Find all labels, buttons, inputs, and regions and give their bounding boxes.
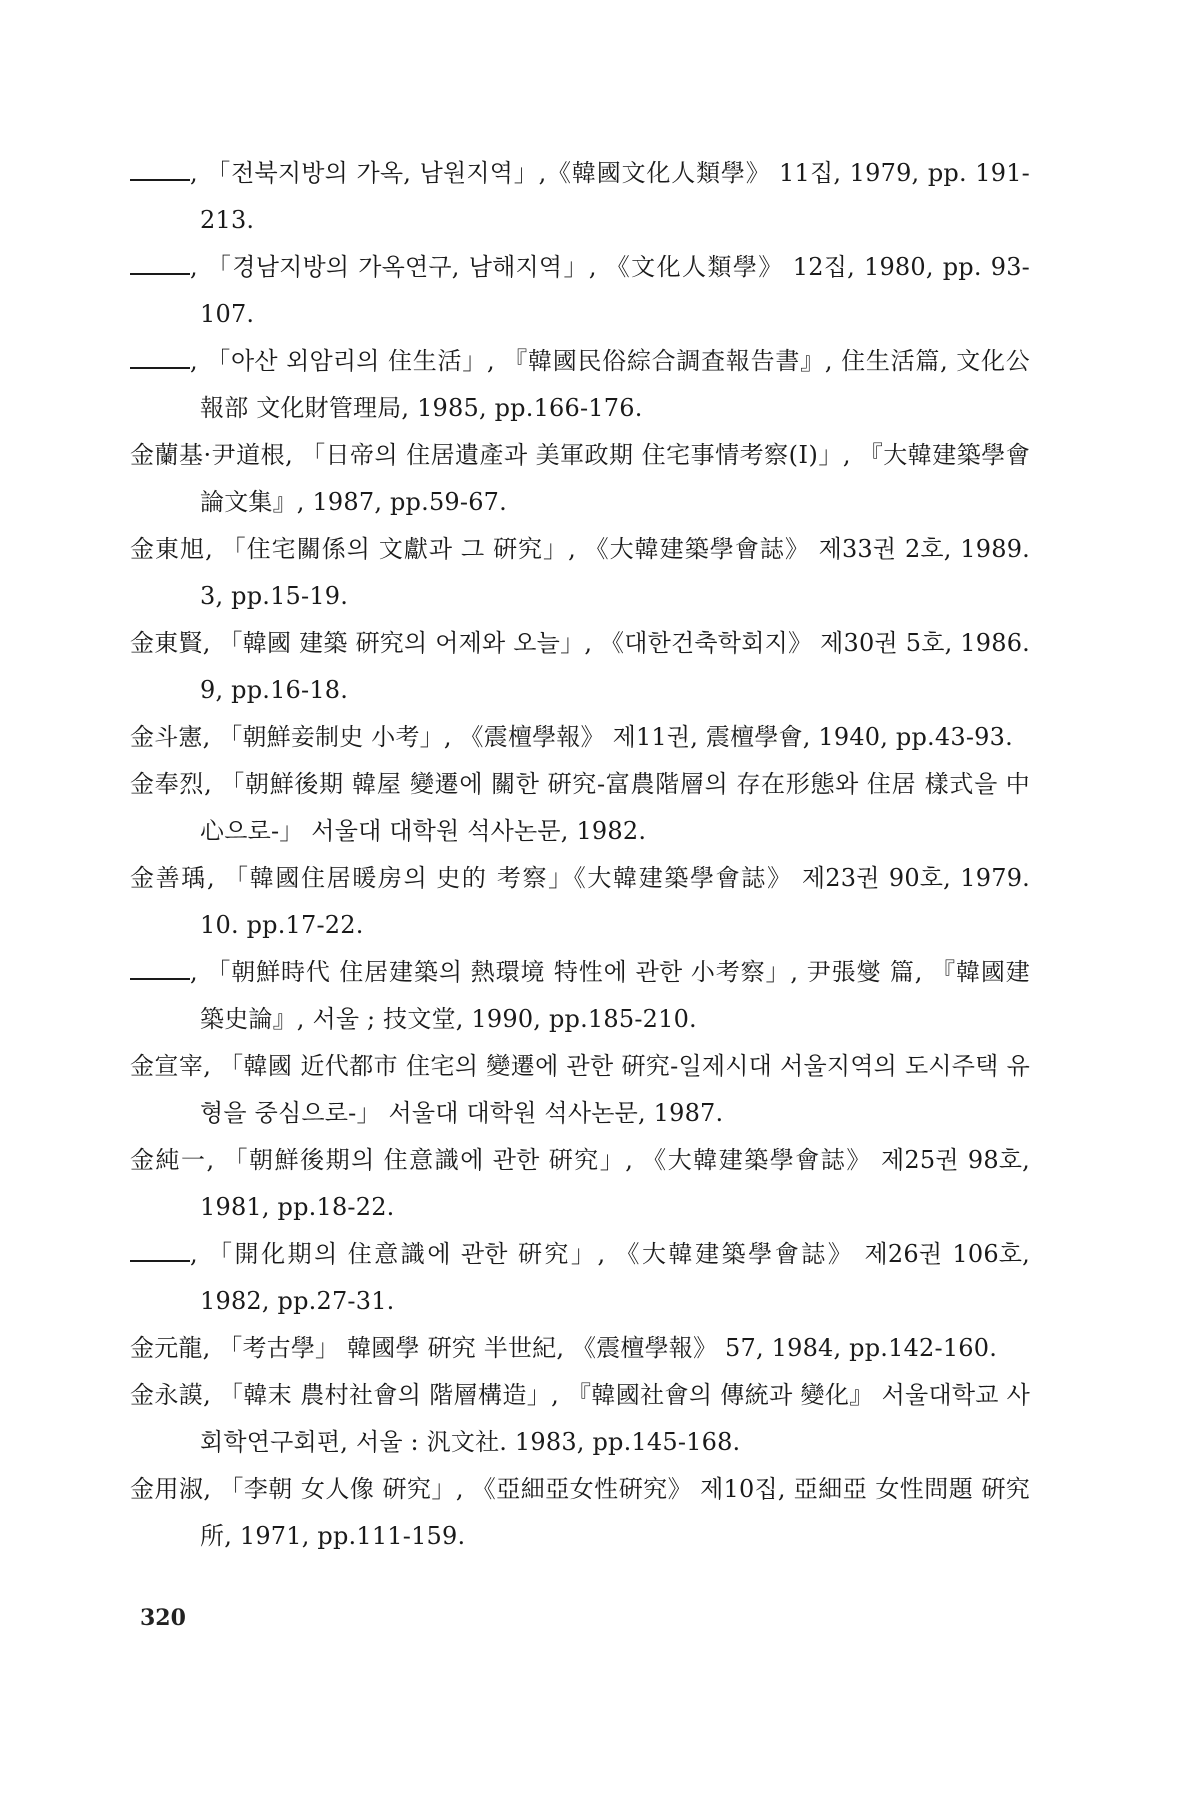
repeat-author-rule: [130, 255, 190, 275]
entry-text: 金宣宰, 「韓國 近代都市 住宅의 變遷에 관한 硏究-일제시대 서울지역의 도시주택 유형을 중심으로-」 서울대 대학원 석사논문, 1987.: [130, 1052, 1030, 1127]
bibliography-entry: [130, 150, 1030, 244]
bibliography-entry: [130, 244, 1030, 338]
bibliography-entry: [130, 526, 1030, 620]
entry-text: , 「朝鮮時代 住居建築의 熱環境 特性에 관한 小考察」, 尹張燮 篇, 『韓國建築史論』, 서울 ; 技文堂, 1990, pp.185-210.: [190, 958, 1030, 1033]
entry-text: 金奉烈, 「朝鮮後期 韓屋 變遷에 關한 硏究-富農階層의 存在形態와 住居 樣式을 中心으로-」 서울대 대학원 석사논문, 1982.: [130, 770, 1030, 845]
bibliography-entry: [130, 620, 1030, 714]
bibliography-entry: [130, 1043, 1030, 1137]
entry-text: 金永謨, 「韓末 農村社會의 階層構造」, 『韓國社會의 傳統과 變化』 서울대학교 사회학연구회편, 서울 : 汎文社. 1983, pp.145-168.: [130, 1381, 1030, 1456]
entry-text: , 「전북지방의 가옥, 남원지역」,《韓國文化人類學》 11집, 1979, pp. 191-213.: [190, 159, 1030, 234]
entry-text: 金斗憲, 「朝鮮妾制史 小考」, 《震檀學報》 제11권, 震檀學會, 1940, pp.43-93.: [130, 723, 1013, 751]
repeat-author-rule: [130, 349, 190, 369]
page-number: 320: [140, 1605, 186, 1631]
repeat-author-rule: [130, 161, 190, 181]
entry-text: 金東賢, 「韓國 建築 硏究의 어제와 오늘」, 《대한건축학회지》 제30권 5호, 1986. 9, pp.16-18.: [130, 629, 1030, 704]
bibliography-entry: [130, 1372, 1030, 1466]
repeat-author-rule: [130, 960, 190, 980]
entry-text: , 「경남지방의 가옥연구, 남해지역」, 《文化人類學》 12집, 1980, pp. 93-107.: [190, 253, 1030, 328]
bibliography-entry: [130, 1466, 1030, 1560]
entry-text: 金蘭基·尹道根, 「日帝의 住居遺產과 美軍政期 住宅事情考察(Ⅰ)」, 『大韓建築學會論文集』, 1987, pp.59-67.: [130, 441, 1030, 516]
bibliography-entry: [130, 338, 1030, 432]
entry-text: 金善瑀, 「韓國住居暖房의 史的 考察」《大韓建築學會誌》 제23권 90호, 1979. 10. pp.17-22.: [130, 864, 1030, 939]
entry-text: 金東旭, 「住宅關係의 文獻과 그 硏究」, 《大韓建築學會誌》 제33권 2호, 1989. 3, pp.15-19.: [130, 535, 1030, 610]
entry-text: 金純一, 「朝鮮後期의 住意識에 관한 硏究」, 《大韓建築學會誌》 제25권 98호, 1981, pp.18-22.: [130, 1146, 1030, 1221]
bibliography-entry: [130, 1137, 1030, 1231]
bibliography-entry: [130, 1231, 1030, 1325]
entry-text: , 「아산 외암리의 住生活」, 『韓國民俗綜合調査報告書』, 住生活篇, 文化公報部 文化財管理局, 1985, pp.166-176.: [190, 347, 1030, 422]
repeat-author-rule: [130, 1242, 190, 1262]
bibliography-entry: [130, 714, 1030, 761]
bibliography-entry: [130, 949, 1030, 1043]
entry-text: 金用淑, 「李朝 女人像 硏究」, 《亞細亞女性硏究》 제10집, 亞細亞 女性問題 硏究所, 1971, pp.111-159.: [130, 1475, 1030, 1550]
bibliography-entry: [130, 1325, 1030, 1372]
entry-text: 金元龍, 「考古學」 韓國學 硏究 半世紀, 《震檀學報》 57, 1984, pp.142-160.: [130, 1334, 998, 1362]
bibliography-list: [130, 150, 1030, 1560]
bibliography-entry: [130, 432, 1030, 526]
entry-text: , 「開化期의 住意識에 관한 硏究」, 《大韓建築學會誌》 제26권 106호, 1982, pp.27-31.: [190, 1240, 1030, 1315]
bibliography-entry: [130, 761, 1030, 855]
bibliography-entry: [130, 855, 1030, 949]
